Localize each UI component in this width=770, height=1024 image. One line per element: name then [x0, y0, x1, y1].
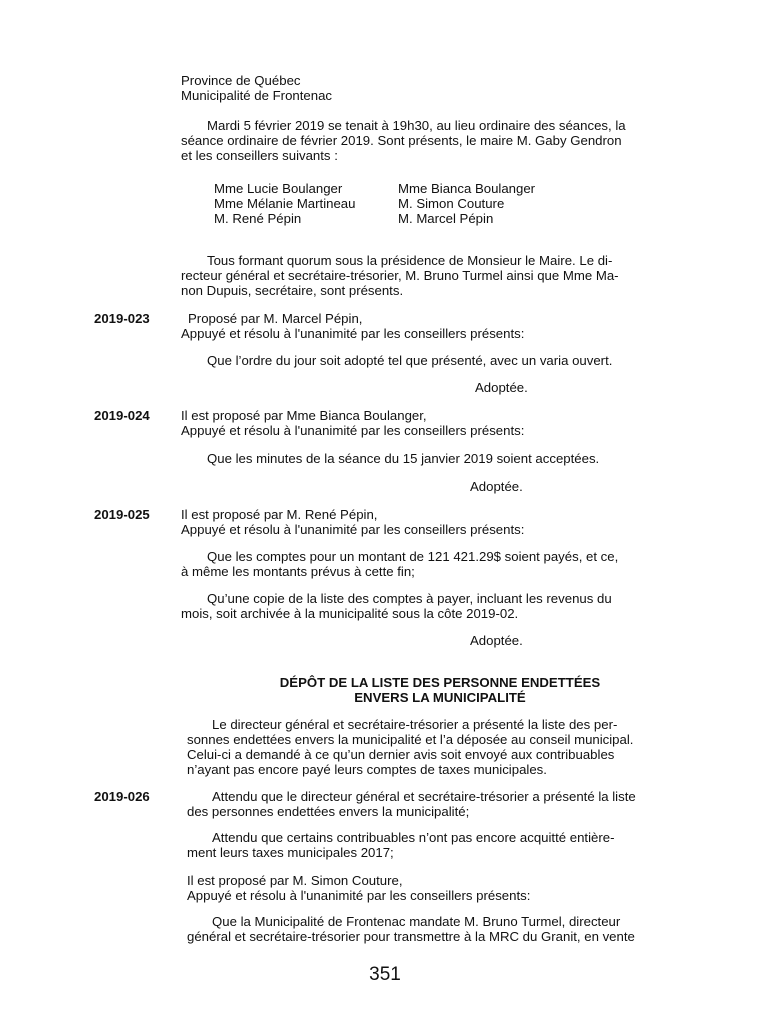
resolution-text: Qu’une copie de la liste des comptes à payer, incluant les revenus du — [207, 591, 612, 606]
resolution-text: Que les minutes de la séance du 15 janvier 2019 soient acceptées. — [207, 451, 600, 466]
adopted-label: Adoptée. — [475, 380, 528, 395]
quorum-line: Tous formant quorum sous la présidence de Monsieur le Maire. Le di- — [207, 253, 613, 268]
resolution-proposer: Proposé par M. Marcel Pépin, — [188, 311, 363, 326]
councillor-name: M. Simon Couture — [398, 196, 505, 211]
adopted-label: Adoptée. — [470, 633, 523, 648]
intro-line: Mardi 5 février 2019 se tenait à 19h30, au lieu ordinaire des séances, la — [207, 118, 626, 133]
resolution-text: Que l’ordre du jour soit adopté tel que présenté, avec un varia ouvert. — [207, 353, 613, 368]
section-paragraph-line: sonnes endettées envers la municipalité et l’a déposée au conseil municipal. — [187, 732, 634, 747]
resolution-seconder: Appuyé et résolu à l'unanimité par les conseillers présents: — [181, 522, 525, 537]
resolution-text: mois, soit archivée à la municipalité sous la côte 2019-02. — [181, 606, 519, 621]
councillor-name: Mme Mélanie Martineau — [214, 196, 356, 211]
councillor-name: M. Marcel Pépin — [398, 211, 494, 226]
section-heading — [180, 675, 700, 705]
resolution-seconder: Appuyé et résolu à l'unanimité par les conseillers présents: — [181, 326, 525, 341]
resolution-text: général et secrétaire-trésorier pour transmettre à la MRC du Granit, en vente — [187, 929, 635, 944]
intro-line: et les conseillers suivants : — [181, 148, 338, 163]
resolution-proposer: Il est proposé par M. René Pépin, — [181, 507, 378, 522]
councillor-name: Mme Lucie Boulanger — [214, 181, 343, 196]
resolution-number: 2019-025 — [94, 507, 150, 522]
resolution-seconder: Appuyé et résolu à l'unanimité par les conseillers présents: — [181, 423, 525, 438]
resolution-seconder: Appuyé et résolu à l'unanimité par les conseillers présents: — [187, 888, 531, 903]
province-label: Province de Québec — [181, 73, 301, 88]
resolution-proposer: Il est proposé par Mme Bianca Boulanger, — [181, 408, 427, 423]
section-paragraph-line: n’ayant pas encore payé leurs comptes de taxes municipales. — [187, 762, 547, 777]
section-title-line: ENVERS LA MUNICIPALITÉ — [354, 690, 526, 705]
resolution-text: Que les comptes pour un montant de 121 421.29$ soient payés, et ce, — [207, 549, 619, 564]
section-paragraph-line: Le directeur général et secrétaire-trésorier a présenté la liste des per- — [212, 717, 618, 732]
whereas-line: Attendu que certains contribuables n’ont pas encore acquitté entière- — [212, 830, 615, 845]
councillors-left-column — [214, 181, 355, 226]
whereas-line: Attendu que le directeur général et secrétaire-trésorier a présenté la liste — [212, 789, 636, 804]
resolution-number: 2019-026 — [94, 789, 150, 804]
resolution-text: Que la Municipalité de Frontenac mandate M. Bruno Turmel, directeur — [212, 914, 621, 929]
resolution-number: 2019-024 — [94, 408, 150, 423]
quorum-line: recteur général et secrétaire-trésorier, M. Bruno Turmel ainsi que Mme Ma- — [181, 268, 619, 283]
resolution-proposer: Il est proposé par M. Simon Couture, — [187, 873, 403, 888]
resolution-text: à même les montants prévus à cette fin; — [181, 564, 415, 579]
councillors-right-column — [398, 181, 535, 226]
adopted-label: Adoptée. — [470, 479, 523, 494]
page-number: 351 — [369, 964, 401, 985]
whereas-line: ment leurs taxes municipales 2017; — [187, 845, 394, 860]
section-title-line: DÉPÔT DE LA LISTE DES PERSONNE ENDETTÉES — [279, 675, 601, 690]
resolution-number: 2019-023 — [94, 311, 150, 326]
councillor-name: Mme Bianca Boulanger — [398, 181, 536, 196]
intro-line: séance ordinaire de février 2019. Sont présents, le maire M. Gaby Gendron — [181, 133, 622, 148]
whereas-line: des personnes endettées envers la municipalité; — [187, 804, 470, 819]
councillor-name: M. René Pépin — [214, 211, 302, 226]
quorum-line: non Dupuis, secrétaire, sont présents. — [181, 283, 404, 298]
section-paragraph-line: Celui-ci a demandé à ce qu’un dernier avis soit envoyé aux contribuables — [187, 747, 615, 762]
municipality-label: Municipalité de Frontenac — [181, 88, 333, 103]
